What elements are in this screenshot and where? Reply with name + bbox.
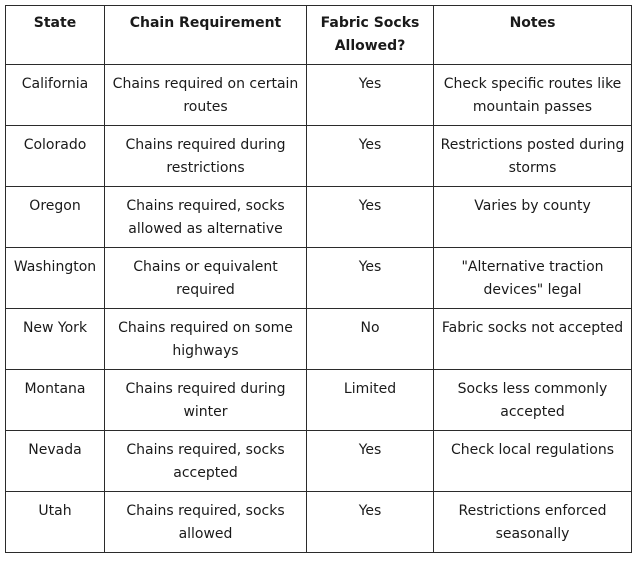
cell-chain-requirement: Chains required on certain routes bbox=[105, 65, 307, 126]
cell-chain-requirement: Chains required, socks accepted bbox=[105, 431, 307, 492]
table-header-row bbox=[6, 6, 632, 65]
cell-chain-requirement: Chains required during winter bbox=[105, 370, 307, 431]
cell-fabric-socks: Yes bbox=[307, 187, 434, 248]
cell-chain-requirement: Chains required during restrictions bbox=[105, 126, 307, 187]
cell-chain-requirement: Chains or equivalent required bbox=[105, 248, 307, 309]
cell-chain-requirement: Chains required, socks allowed bbox=[105, 492, 307, 553]
cell-chain-requirement: Chains required, socks allowed as alternative bbox=[105, 187, 307, 248]
cell-state: Nevada bbox=[6, 431, 105, 492]
table-row bbox=[6, 492, 632, 553]
table-row bbox=[6, 370, 632, 431]
table-row bbox=[6, 65, 632, 126]
cell-notes: Socks less commonly accepted bbox=[434, 370, 632, 431]
header-fabric-socks-allowed: Fabric Socks Allowed? bbox=[307, 6, 434, 65]
header-chain-requirement: Chain Requirement bbox=[105, 6, 307, 65]
cell-state: Utah bbox=[6, 492, 105, 553]
header-notes: Notes bbox=[434, 6, 632, 65]
cell-fabric-socks: Yes bbox=[307, 492, 434, 553]
cell-chain-requirement: Chains required on some highways bbox=[105, 309, 307, 370]
table-row bbox=[6, 431, 632, 492]
cell-state: Washington bbox=[6, 248, 105, 309]
cell-fabric-socks: Yes bbox=[307, 126, 434, 187]
cell-state: California bbox=[6, 65, 105, 126]
cell-state: New York bbox=[6, 309, 105, 370]
cell-notes: Restrictions enforced seasonally bbox=[434, 492, 632, 553]
cell-fabric-socks: Yes bbox=[307, 65, 434, 126]
cell-fabric-socks: Yes bbox=[307, 248, 434, 309]
cell-notes: Varies by county bbox=[434, 187, 632, 248]
cell-fabric-socks: Yes bbox=[307, 431, 434, 492]
cell-state: Colorado bbox=[6, 126, 105, 187]
table-row bbox=[6, 187, 632, 248]
table-row bbox=[6, 126, 632, 187]
table-row bbox=[6, 248, 632, 309]
table-container bbox=[5, 5, 632, 553]
cell-state: Montana bbox=[6, 370, 105, 431]
cell-fabric-socks: No bbox=[307, 309, 434, 370]
header-state: State bbox=[6, 6, 105, 65]
cell-notes: Check specific routes like mountain passes bbox=[434, 65, 632, 126]
cell-notes: Fabric socks not accepted bbox=[434, 309, 632, 370]
chain-requirements-table bbox=[5, 5, 632, 553]
table-row bbox=[6, 309, 632, 370]
cell-state: Oregon bbox=[6, 187, 105, 248]
cell-notes: Restrictions posted during storms bbox=[434, 126, 632, 187]
cell-notes: "Alternative traction devices" legal bbox=[434, 248, 632, 309]
cell-fabric-socks: Limited bbox=[307, 370, 434, 431]
cell-notes: Check local regulations bbox=[434, 431, 632, 492]
